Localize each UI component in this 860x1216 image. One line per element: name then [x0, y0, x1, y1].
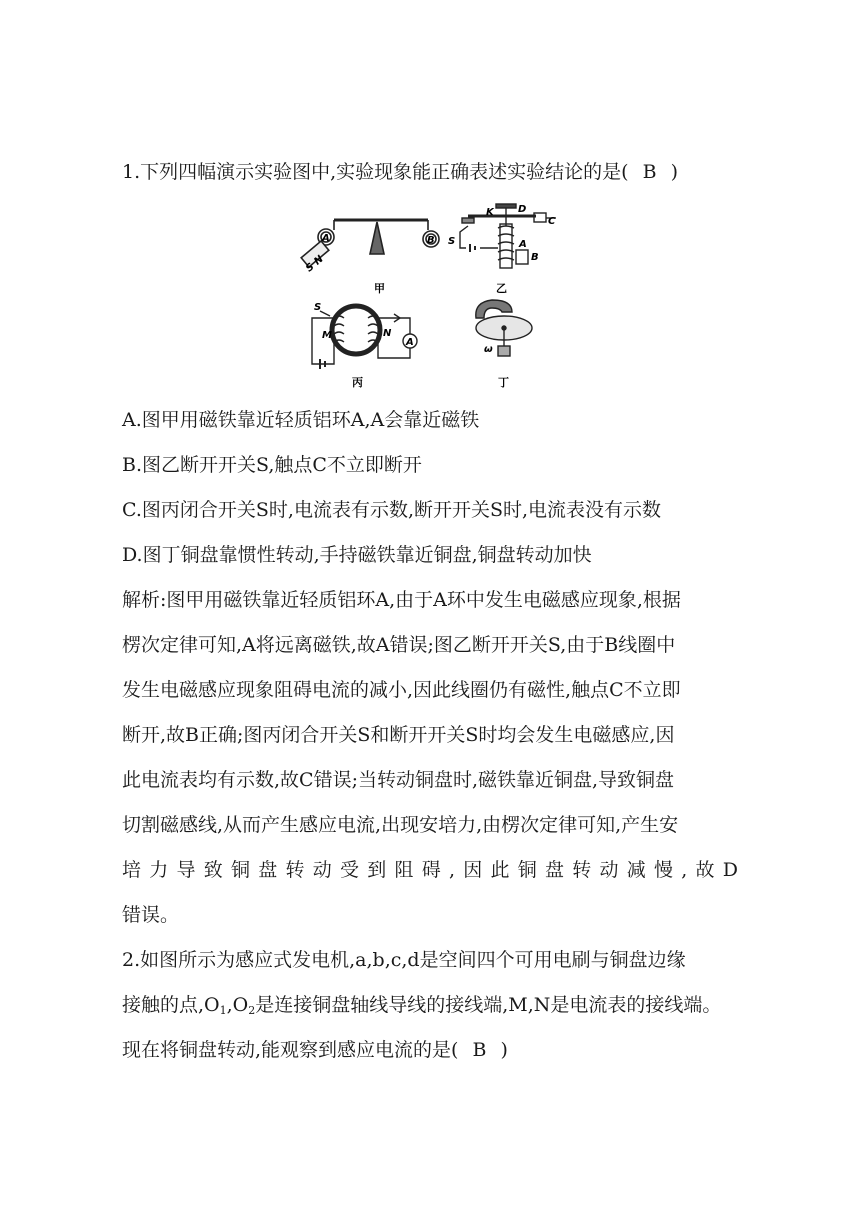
analysis-line-6: 切割磁感线,从而产生感应电流,出现安培力,由楞次定律可知,产生安: [122, 814, 679, 836]
q1-figure: [290, 196, 580, 396]
analysis-line-1: 解析:图甲用磁铁靠近轻质铝环A,由于A环中发生电磁感应现象,根据: [122, 589, 681, 611]
caption-yi: 乙: [496, 282, 507, 295]
caption-jia: 甲: [374, 282, 385, 295]
jia-label-a: A: [322, 233, 330, 244]
q2-line-1: 2.如图所示为感应式发电机,a,b,c,d是空间四个可用电刷与铜盘边缘: [122, 949, 686, 971]
option-a: A.图甲用磁铁靠近轻质铝环A,A会靠近磁铁: [122, 409, 480, 431]
q1-stem: [122, 160, 678, 184]
figure-yi: [460, 204, 556, 268]
option-c: C.图丙闭合开关S时,电流表有示数,断开开关S时,电流表没有示数: [122, 499, 662, 521]
yi-label-b: B: [531, 252, 539, 263]
q2-line-3-close: ): [500, 1039, 508, 1061]
option-b: B.图乙断开开关S,触点C不立即断开: [122, 454, 422, 476]
option-d: D.图丁铜盘靠惯性转动,手持磁铁靠近铜盘,铜盘转动加快: [122, 544, 592, 566]
yi-label-s: S: [448, 236, 456, 247]
q2-line-2: [122, 993, 721, 1023]
q2-line-2-b: ,O: [226, 994, 249, 1016]
yi-label-k: K: [486, 207, 494, 218]
yi-label-c: C: [548, 216, 556, 227]
q2-subscript-1: 1: [219, 1004, 227, 1017]
jia-label-b: B: [427, 235, 435, 246]
analysis-line-8: 错误。: [122, 904, 180, 926]
yi-label-a: A: [519, 239, 527, 250]
analysis-line-7: 培力导致铜盘转动受到阻碍,因此铜盘转动减慢,故D: [122, 859, 738, 881]
q2-answer: B: [472, 1039, 487, 1061]
bing-meter-label: A: [406, 337, 414, 348]
bing-label-s: S: [314, 302, 322, 313]
analysis-line-5: 此电流表均有示数,故C错误;当转动铜盘时,磁铁靠近铜盘,导致铜盘: [122, 769, 675, 791]
q2-line-3-text: 现在将铜盘转动,能观察到感应电流的是(: [122, 1039, 459, 1061]
analysis-line-4: 断开,故B正确;图丙闭合开关S和断开开关S时均会发生电磁感应,因: [122, 724, 675, 746]
q2-line-2-a: 接触的点,O: [122, 994, 220, 1016]
q2-subscript-2: 2: [248, 1004, 256, 1017]
jia-magnet-label: S N: [304, 253, 326, 275]
q1-stem-close: ): [670, 161, 678, 183]
q1-answer: B: [642, 161, 657, 183]
bing-label-n: N: [383, 328, 392, 339]
ding-label-omega: ω: [484, 344, 493, 355]
bing-label-m: M: [322, 330, 332, 341]
yi-label-d: D: [518, 204, 527, 215]
q2-line-3: [122, 1038, 508, 1062]
caption-bing: 丙: [352, 376, 363, 389]
q2-line-2-c: 是连接铜盘轴线导线的接线端,M,N是电流表的接线端。: [255, 994, 722, 1016]
analysis-line-2: 楞次定律可知,A将远离磁铁,故A错误;图乙断开开关S,由于B线圈中: [122, 634, 676, 656]
analysis-line-3: 发生电磁感应现象阻碍电流的减小,因此线圈仍有磁性,触点C不立即: [122, 679, 681, 701]
q1-stem-text: 1.下列四幅演示实验图中,实验现象能正确表述实验结论的是(: [122, 161, 629, 183]
caption-ding: 丁: [498, 376, 509, 389]
